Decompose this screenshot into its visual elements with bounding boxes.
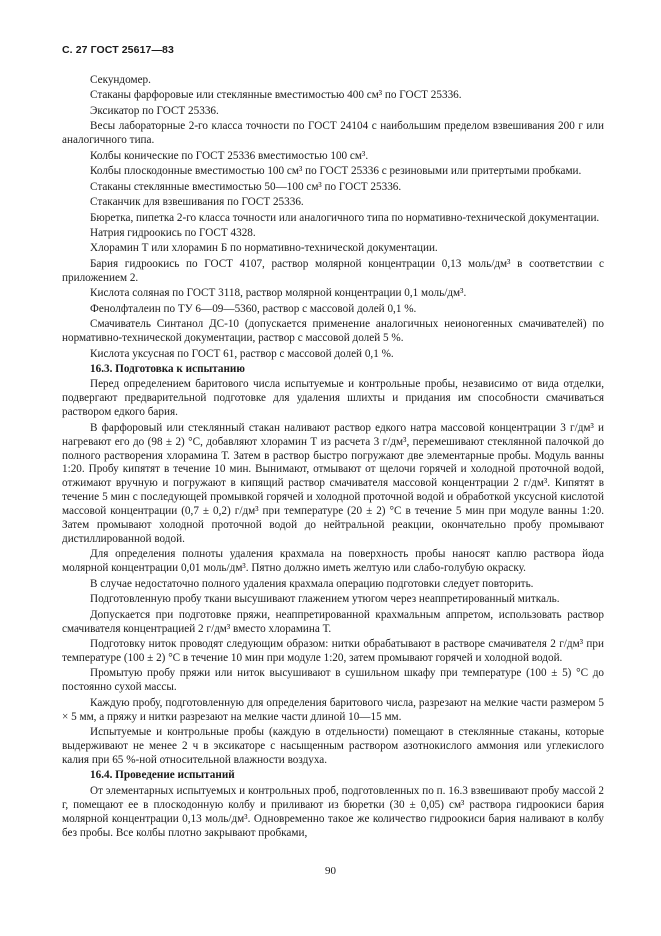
paragraph: Для определения полноты удаления крахмала на поверхность пробы наносят каплю раствора йода молярной концентрации 0,01 моль/дм³. Пятно должно иметь желтую или слабо-голубую окраску. (62, 548, 604, 575)
paragraph: Колбы плоскодонные вместимостью 100 см³ по ГОСТ 25336 с резиновыми или притертыми пробками. (90, 165, 582, 178)
paragraph: Весы лабораторные 2-го класса точности по ГОСТ 24104 с наибольшим пределом взвешивания 200 г или аналогичного типа. (62, 120, 604, 147)
paragraph: Промытую пробу пряжи или ниток высушивают в сушильном шкафу при температуре (100 ± 5) °С до постоянно сухой массы. (62, 667, 604, 694)
paragraph: Подготовку ниток проводят следующим образом: нитки обрабатывают в растворе смачивателя 2 г/дм³ при температуре (100 ± 2) °С в течение 10 мин при модуле 1:20, затем промывают горячей и холодной водой. (62, 638, 604, 664)
paragraph: В случае недостаточно полного удаления крахмала операцию подготовки следует повторить. (90, 577, 534, 590)
paragraph: Эксикатор по ГОСТ 25336. (90, 104, 219, 117)
page-number: 90 (325, 865, 336, 877)
paragraph: Испытуемые и контрольные пробы (каждую в отдельности) помещают в стеклянные стаканы, которые выдерживают не менее 2 ч в эксикаторе с насыщенным раствором азотнокислого аммония или углекислого калия при 65 %-ной относительной влажности воздуха. (62, 726, 604, 766)
paragraph: Стаканы фарфоровые или стеклянные вместимостью 400 см³ по ГОСТ 25336. (90, 89, 462, 102)
section-heading: 16.4. Проведение испытаний (90, 769, 235, 782)
paragraph: Допускается при подготовке пряжи, неаппретированной крахмальным аппретом, использовать раствор смачивателя концентрацией 2 г/дм³ вместо хлорамина Т. (62, 608, 604, 635)
paragraph: Бюретка, пипетка 2-го класса точности или аналогичного типа по нормативно-технической документации. (90, 211, 600, 224)
paragraph: От элементарных испытуемых и контрольных проб, подготовленных по п. 16.3 взвешивают пробу массой 2 г, помещают ее в плоскодонную колбу и приливают из бюретки (30 ± 0,05) см³ раствора гидроокиси бария молярной концентрации 0,13 моль/дм³. Одновременно такое же количество гидроокиси бария наливают в колбу без пробы. Все колбы плотно закрывают пробками, (62, 784, 604, 839)
paragraph: Кислота соляная по ГОСТ 3118, раствор молярной концентрации 0,1 моль/дм³. (90, 287, 467, 300)
section-heading: 16.3. Подготовка к испытанию (90, 362, 245, 375)
paragraph: Подготовленную пробу ткани высушивают глажением утюгом через неаппретированный миткаль. (90, 593, 560, 606)
page-header: С. 27 ГОСТ 25617—83 (62, 44, 174, 56)
paragraph: Хлорамин Т или хлорамин Б по нормативно-технической документации. (90, 242, 438, 255)
paragraph: Бария гидроокись по ГОСТ 4107, раствор молярной концентрации 0,13 моль/дм³ в соответствии с приложением 2. (62, 257, 604, 284)
paragraph: Колбы конические по ГОСТ 25336 вместимостью 100 см³. (90, 149, 369, 162)
paragraph: Перед определением баритового числа испытуемые и контрольные пробы, независимо от вида отделки, подвергают предварительной подготовке для удаления шлихты и придания им способности смачиваться раствором едкого бария. (62, 378, 604, 419)
paragraph: Натрия гидроокись по ГОСТ 4328. (90, 226, 256, 239)
paragraph: Смачиватель Синтанол ДС-10 (допускается применение аналогичных неионогенных смачивателей) по нормативно-технической документации, раствор с массовой долей 5 %. (62, 318, 604, 345)
paragraph: Стаканы стеклянные вместимостью 50—100 см³ по ГОСТ 25336. (90, 180, 402, 193)
paragraph: Каждую пробу, подготовленную для определения баритового числа, разрезают на мелкие части размером 5 × 5 мм, а пряжу и нитки разрезают на мелкие части длиной 10—15 мм. (62, 696, 604, 723)
paragraph: Кислота уксусная по ГОСТ 61, раствор с массовой долей 0,1 %. (90, 347, 394, 360)
paragraph: Стаканчик для взвешивания по ГОСТ 25336. (90, 196, 304, 209)
document-body (62, 74, 604, 842)
paragraph: Фенолфталеин по ТУ 6—09—5360, раствор с массовой долей 0,1 %. (90, 302, 417, 315)
paragraph: В фарфоровый или стеклянный стакан наливают раствор едкого натра массовой концентрации 3 г/дм³ и нагревают его до (98 ± 2) °С, добавляют хлорамин Т из расчета 3 г/дм³, перемешивают стеклянной палочкой до полного растворения хлорамина Т. Затем в раствор быстро погружают две элементарные пробы. Модуль ванны 1:20. Пробу кипятят в течение 10 мин. Вынимают, отмывают от щелочи горячей и холодной проточной водой, отжимают вручную и погружают в кипящий раствор смачивателя массовой концентрации 2 г/дм³. Кипятят в течение 5 мин с последующей промывкой горячей и холодной проточной водой и обработкой уксусной кислотой массовой концентрации (0,7 ± 0,2) г/дм³ при температуре (20 ± 2) °С в течение 5 мин при модуле ванны 1:20. Затем промывают холодной проточной водой до нейтральной реакции, окончательно пробу промывают дистиллированной водой. (62, 421, 604, 545)
paragraph: Секундомер. (90, 74, 151, 86)
